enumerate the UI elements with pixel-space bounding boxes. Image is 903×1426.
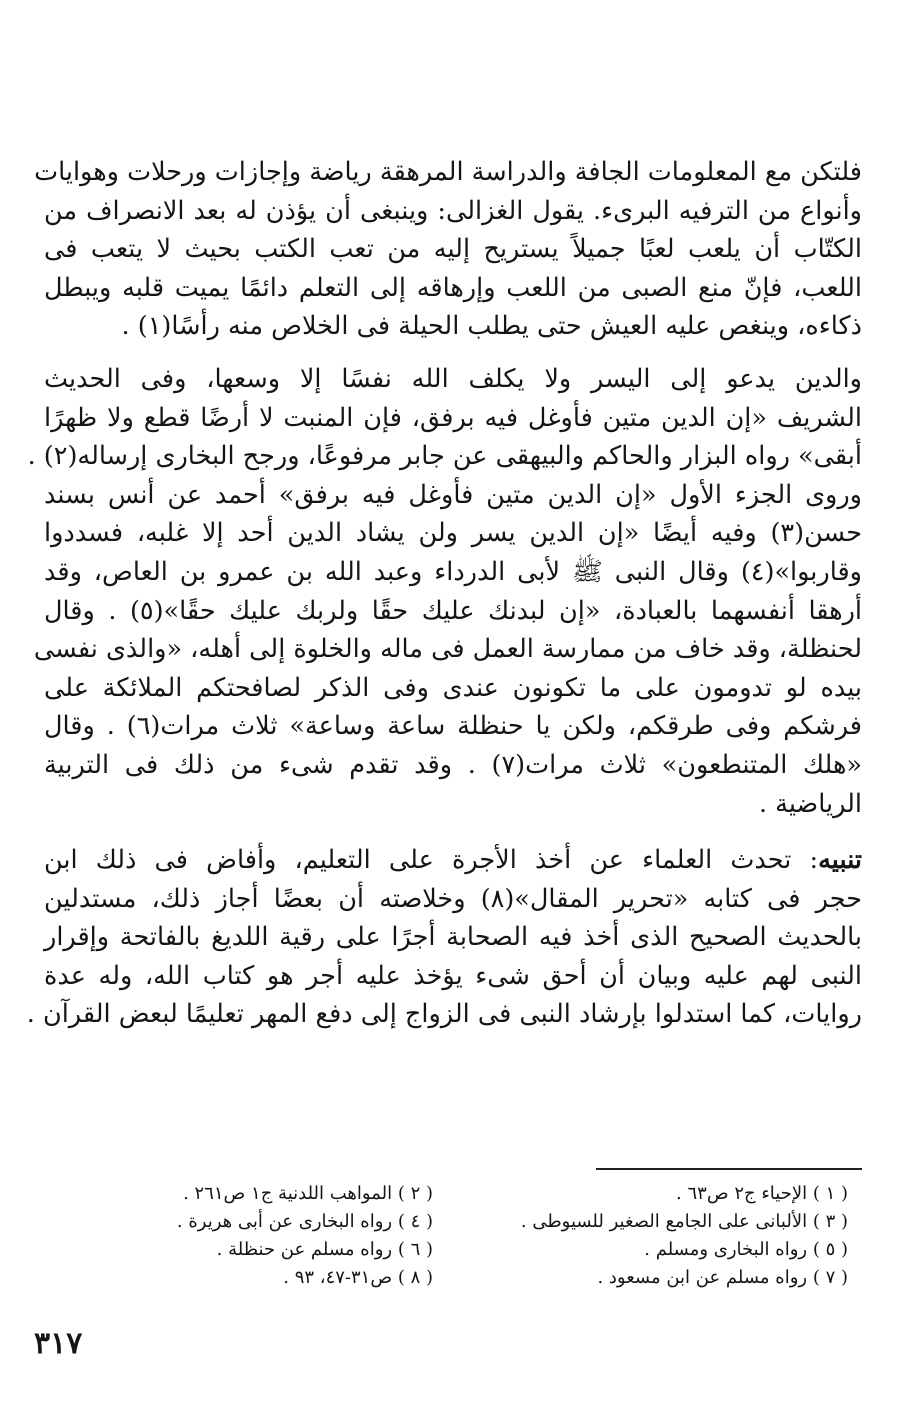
footnote-divider <box>596 1168 862 1170</box>
text-line: حجر فى كتابه «تحرير المقال»(٨) وخلاصته أن بعضًا أجاز ذلك، مستدلين <box>44 883 862 914</box>
footnote: ( ٤ ) رواه البخارى عن أبى هريرة . <box>176 1211 433 1232</box>
paragraph-3 <box>26 841 862 1034</box>
page-number: ٣١٧ <box>34 1326 83 1361</box>
text-line: الكتّاب أن يلعب لعبًا جميلاً يستريح إليه من تعب الكتب بحيث لا يتعب فى <box>44 234 862 265</box>
footnote: ( ٢ ) المواهب اللدنية ج١ ص٢٦١ . <box>183 1183 433 1204</box>
paragraph-1 <box>34 153 862 346</box>
paragraph-2 <box>27 360 862 823</box>
text-line: لحنظلة، وقد خاف من ممارسة العمل فى ماله والخلوة إلى أهله، «والذى نفسى <box>33 634 862 665</box>
footnote: ( ٥ ) رواه البخارى ومسلم . <box>644 1239 848 1260</box>
text-line: حسن(٣) وفيه أيضًا «إن الدين يسر ولن يشاد الدين أحد إلا غلبه، فسددوا <box>44 518 862 549</box>
text-line: أرهقا أنفسهما بالعبادة، «إن لبدنك عليك حقًا ولربك عليك حقًا»(٥) . وقال <box>44 595 862 626</box>
text-line: بيده لو تدومون على ما تكونون عندى وفى الذكر لصافحتكم الملائكة على <box>44 672 862 703</box>
footnote: ( ٨ ) ص٣١-٤٧، ٩٣ . <box>283 1267 433 1288</box>
footnote: ( ٦ ) رواه مسلم عن حنظلة . <box>216 1239 433 1260</box>
text-line: «هلك المتنطعون» ثلاث مرات(٧) . وقد تقدم شىء من ذلك فى التربية <box>44 749 862 780</box>
text-line: فرشكم وفى طرقكم، ولكن يا حنظلة ساعة وساعة» ثلاث مرات(٦) . وقال <box>44 711 862 742</box>
footnote: ( ٣ ) الألبانى على الجامع الصغير للسيوطى . <box>520 1211 848 1232</box>
footnotes <box>58 1180 848 1292</box>
text-line <box>44 841 862 880</box>
body-text <box>26 153 862 1034</box>
text-line: وأنواع من الترفيه البرىء. يقول الغزالى: وينبغى أن يؤذن له بعد الانصراف من <box>44 195 862 226</box>
text-line-rest: : تحدث العلماء عن أخذ الأجرة على التعليم، وأفاض فى ذلك ابن <box>44 845 819 876</box>
text-line: اللعب، فإنّ منع الصبى من اللعب وإرهاقه إلى التعلم دائمًا يميت قلبه ويبطل <box>44 272 862 303</box>
text-line: روايات، كما استدلوا بإرشاد النبى فى الزواج إلى دفع المهر تعليمًا لبعض القرآن . <box>26 999 862 1030</box>
text-line: فلتكن مع المعلومات الجافة والدراسة المرهقة رياضة وإجازات ورحلات وهوايات <box>34 157 862 187</box>
text-line: وقاربوا»(٤) وقال النبى ﷺ لأبى الدرداء وعبد الله بن عمرو بن العاص، وقد <box>44 556 862 587</box>
text-line: الشريف «إن الدين متين فأوغل فيه برفق، فإن المنبت لا أرضًا قطع ولا ظهرًا <box>44 402 862 433</box>
footnote: ( ١ ) الإحياء ج٢ ص٦٣ . <box>676 1183 848 1204</box>
text-line: النبى لهم عليه وبيان أن أحق شىء يؤخذ عليه أجر هو كتاب الله، وله عدة <box>44 960 862 991</box>
text-line: بالحديث الصحيح الذى أخذ فيه الصحابة أجرًا على رقية اللديغ بالفاتحة وإقرار <box>44 922 862 953</box>
text-line: ذكاءه، وينغص عليه العيش حتى يطلب الحيلة فى الخلاص منه رأسًا(١) . <box>121 311 862 342</box>
text-line: أبقى» رواه البزار والحاكم والبيهقى عن جابر مرفوعًا، ورجح البخارى إرساله(٢) . <box>27 441 862 472</box>
text-line: وروى الجزء الأول «إن الدين متين فأوغل فيه برفق» أحمد عن أنس بسند <box>44 479 862 510</box>
text-line: والدين يدعو إلى اليسر ولا يكلف الله نفسًا إلا وسعها، وفى الحديث <box>44 363 862 394</box>
note-heading: تنبيه <box>818 845 862 876</box>
footnote: ( ٧ ) رواه مسلم عن ابن مسعود . <box>597 1267 848 1288</box>
text-line: الرياضية . <box>758 788 862 819</box>
